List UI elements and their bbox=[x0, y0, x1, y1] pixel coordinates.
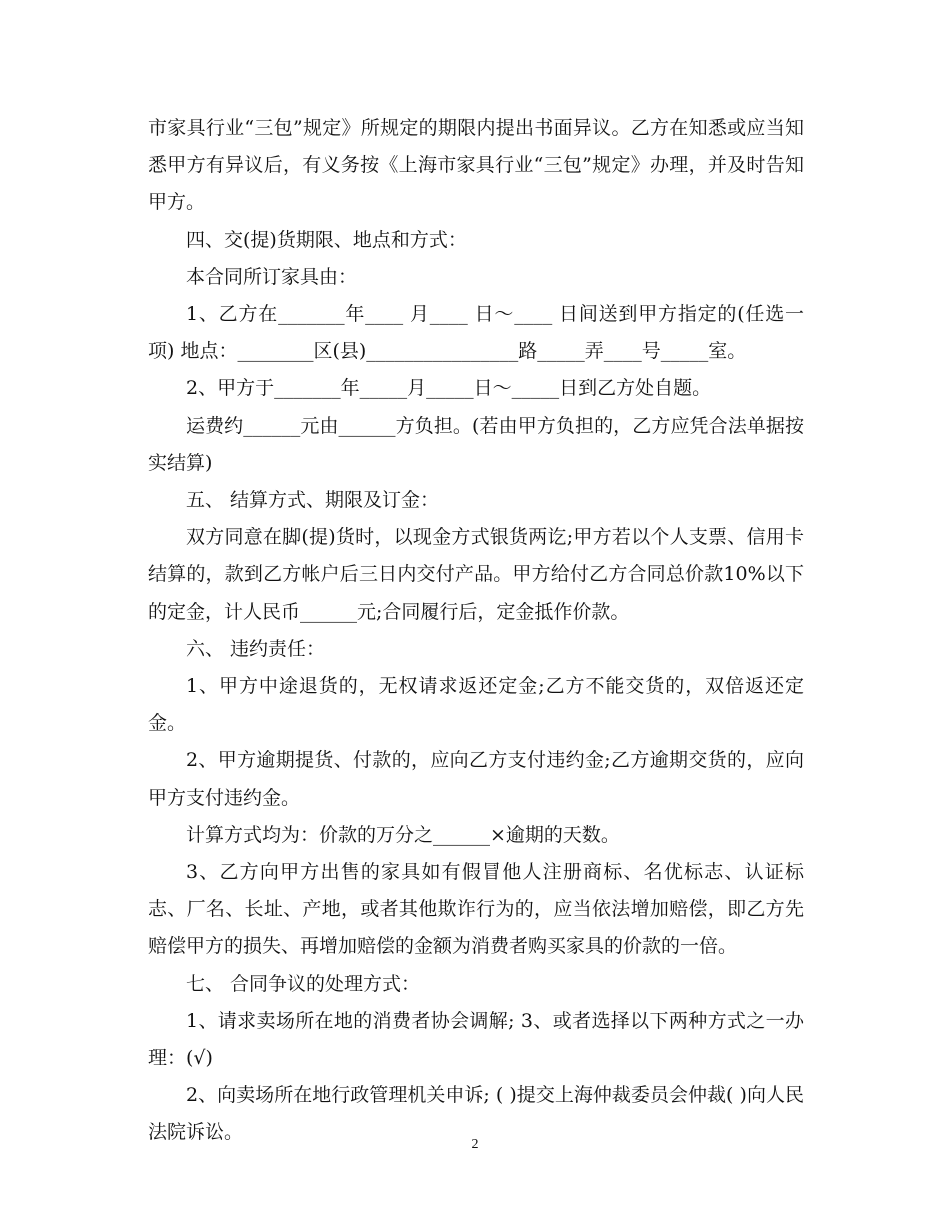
document-body bbox=[148, 110, 804, 1152]
page-number: 2 bbox=[471, 1137, 479, 1152]
paragraph: 1、请求卖场所在地的消费者协会调解; 3、或者选择以下两种方式之一办理：(√) bbox=[148, 1009, 804, 1070]
paragraph: 2、向卖场所在地行政管理机关申诉; ( )提交上海仲裁委员会仲裁( )向人民法院诉讼。 bbox=[148, 1084, 804, 1144]
paragraph: 1、乙方在_______年____ 月____ 日～____ 日间送到甲方指定的(任选一项) 地点：________区(县)________________路_____弄____号_____室。 bbox=[148, 303, 804, 363]
paragraph: 3、乙方向甲方出售的家具如有假冒他人注册商标、名优标志、认证标志、厂名、长址、产地，或者其他欺诈行为的，应当依法增加赔偿，即乙方先赔偿甲方的损失、再增加赔偿的金额为消费者购买家具的价款的一倍。 bbox=[148, 861, 804, 958]
section-heading-settlement: 五、 结算方式、期限及订金： bbox=[186, 489, 440, 512]
section-heading-delivery: 四、交(提)货期限、地点和方式： bbox=[186, 228, 467, 251]
paragraph: 2、甲方于_______年_____月_____日～_____日到乙方处自题。 bbox=[186, 377, 712, 400]
paragraph-continuation: 市家具行业“三包”规定》所规定的期限内提出书面异议。乙方在知悉或应当知悉甲方有异议后，有义务按《上海市家具行业“三包”规定》办理，并及时告知甲方。 bbox=[148, 117, 804, 214]
paragraph: 1、甲方中途退货的，无权请求返还定金;乙方不能交货的，双倍返还定金。 bbox=[148, 675, 804, 735]
paragraph: 计算方式均为：价款的万分之______×逾期的天数。 bbox=[186, 823, 620, 846]
paragraph: 双方同意在脚(提)货时，以现金方式银货两讫;甲方若以个人支票、信用卡结算的，款到乙方帐户后三日内交付产品。甲方给付乙方合同总价款10%以下的定金，计人民币______元;合同履行后，定金抵作价款。 bbox=[148, 526, 804, 623]
paragraph: 运费约______元由______方负担。(若由甲方负担的，乙方应凭合法单据按实结算) bbox=[148, 414, 804, 474]
paragraph: 2、甲方逾期提货、付款的，应向乙方支付违约金;乙方逾期交货的，应向甲方支付违约金。 bbox=[148, 749, 804, 809]
paragraph: 本合同所订家具由： bbox=[186, 265, 358, 288]
section-heading-liability: 六、 违约责任： bbox=[186, 637, 326, 660]
section-heading-disputes: 七、 合同争议的处理方式： bbox=[186, 972, 421, 995]
